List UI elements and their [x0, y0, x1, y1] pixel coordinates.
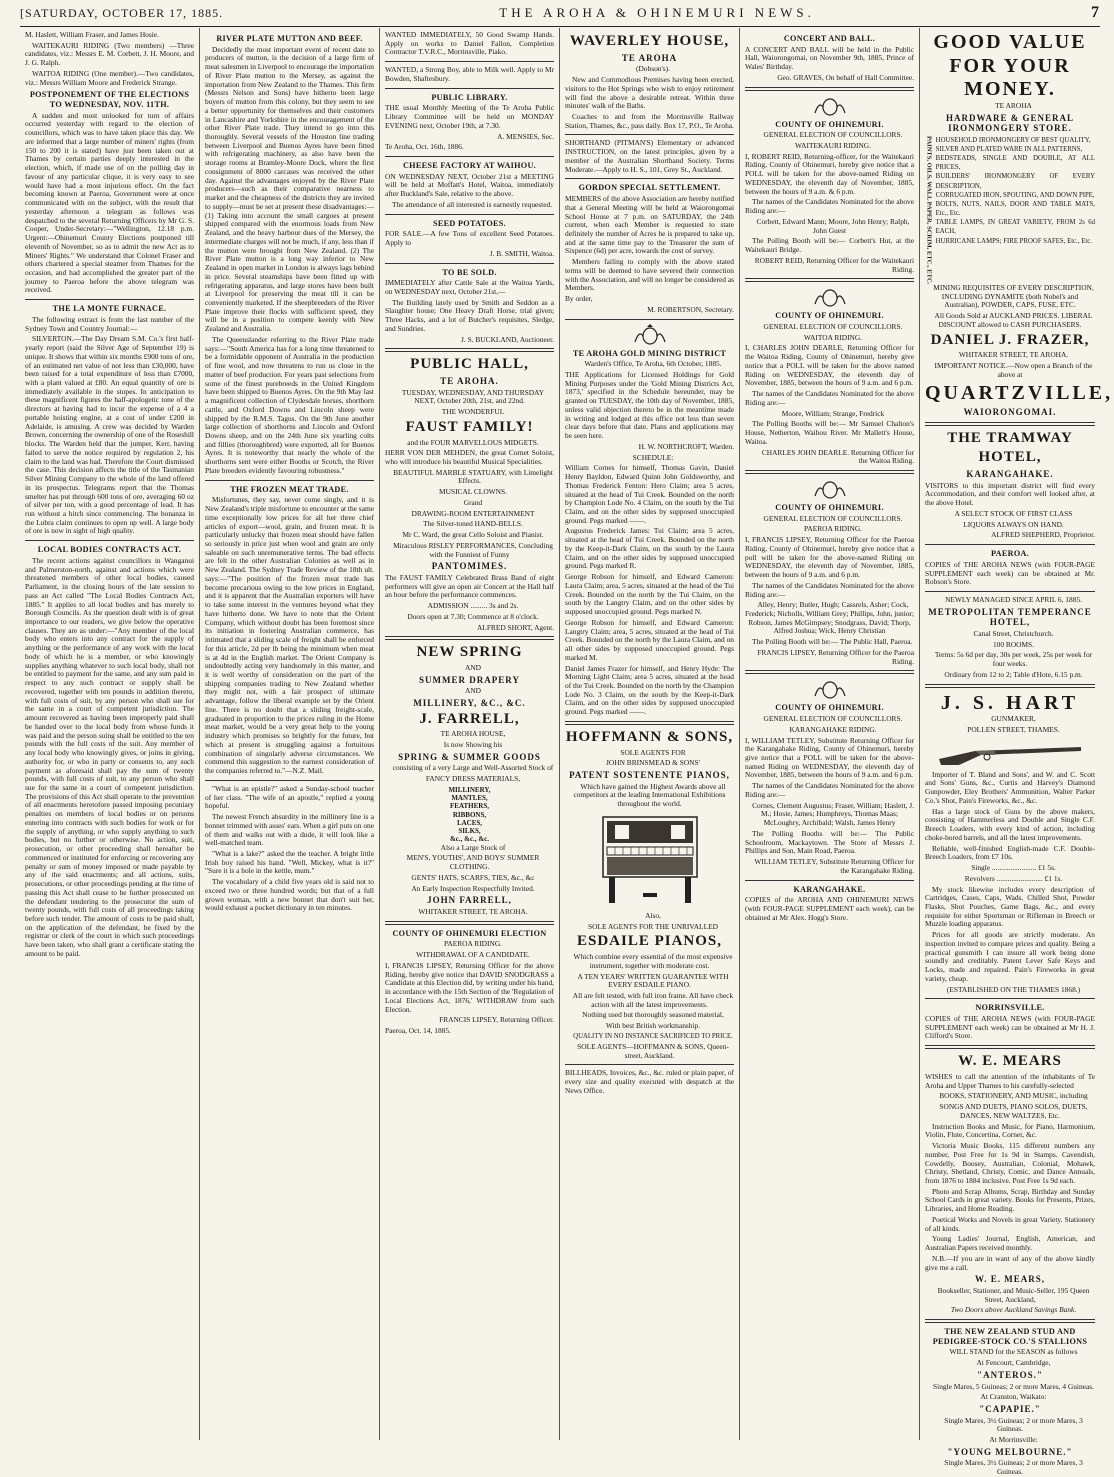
- list-item: BUILDERS' IRONMONGERY OF EVERY DESCRIPTION,: [935, 173, 1095, 190]
- stallion-anteros: "ANTEROS.": [977, 1369, 1043, 1380]
- headline-postponement: POSTPONEMENT OF THE ELECTIONS TO WEDNESDAY, NOV. 11TH.: [29, 90, 190, 110]
- royal-crest-icon: [811, 286, 849, 308]
- ad-text: DRAWING-ROOM ENTERTAINMENT: [411, 508, 535, 518]
- divider: [745, 670, 914, 674]
- divider: [925, 591, 1095, 592]
- ad-text: At Cranston, Waikato:: [980, 1392, 1047, 1402]
- ad-public-hall-place: TE AROHA.: [440, 376, 499, 386]
- headline-contracts-act: LOCAL BODIES CONTRACTS ACT.: [37, 545, 182, 555]
- list-item: BOLTS, NUTS, NAILS, DOOR AND TABLE MATS, Etc., Etc.: [935, 200, 1095, 218]
- ad-signature: J. S. BUCKLAND, Auctioneer.: [461, 334, 554, 344]
- ad-text: All Goods Sold at AUCKLAND PRICES. LIBERAL DISCOUNT allowed to CASH PURCHASERS.: [934, 311, 1093, 329]
- ad-item-list: [385, 786, 554, 844]
- ad-text: Young Ladies' Journal, English, American, and Australian Papers received monthly.: [925, 1234, 1095, 1253]
- ad-text: AND: [464, 686, 481, 696]
- divider: [925, 1045, 1095, 1049]
- ad-text: WHITAKER STREET, TE AROHA.: [418, 906, 528, 916]
- ad-text: Instruction Books and Music, for Piano, Harmonium, Violin, Flute, Concertina, Cornet, &c.: [925, 1121, 1095, 1140]
- ad-text: Prices for all goods are strictly moderate. An inspection invited to compare prices and quality. Being a practical gunsmith I can insure all work being done soundly and creditably. Patent Lever Safe Keys and Locks, made and repaired. Pain's Fireworks in great variety, cheap.: [925, 930, 1095, 983]
- notice-text: Warden's Office, Te Aroha, 6th October, 1885.: [584, 359, 722, 369]
- notice-text: MEMBERS of the above Association are hereby notified that a General Meeting will be held at Waiorongomai School House at 7 p.m. on SATURDAY, the 24th current, when each Member is requested to state definitely the number of Acres he is prepared to take up, and at the same time pay to the Treasurer the sum of Sixpence (6d) per acre, towards the cost of survey.: [565, 194, 734, 256]
- notice-date: Paeroa, Oct. 14, 1885.: [385, 1025, 451, 1035]
- ad-text: SOLE AGENTS—HOFFMANN & SONS, Queen-street, Auckland.: [577, 1041, 729, 1060]
- hardware-list-wrap: [925, 136, 1095, 284]
- divider: [925, 422, 1095, 426]
- ad-text: MINING REQUISITES OF EVERY DESCRIPTION, INCLUDING DYNAMITE (both Nobel's and Australian), POWDER, CAPS, FUSE, ETC.: [933, 283, 1094, 310]
- ad-text: Two Doors above Auckland Savings Bank.: [950, 1305, 1077, 1315]
- ad-pantomimes: PANTOMIMES.: [431, 561, 508, 572]
- divider: [745, 278, 914, 282]
- headline-furnace: THE LA MONTE FURNACE.: [52, 304, 167, 314]
- ad-quartzville: QUARTZVILLE,: [925, 381, 1114, 404]
- ad-text: BOOKS, STATIONERY, AND MUSIC, including: [939, 1091, 1088, 1101]
- ad-esdaile-pianos: ESDAILE PIANOS,: [576, 933, 723, 950]
- ad-shorthand: SHORTHAND (PITMAN'S) Elementary or advanced INSTRUCTION, on the latest principles, given by a member of the Australian Shorthand Society. Terms Moderate.—Apply to H. S., 101, Grey St., Auckland.: [565, 138, 734, 174]
- ad-text: Reliable, well-finished English-made C.F. Double-Breech Loaders, from £7 10s.: [925, 843, 1095, 862]
- ad-waverley-house: WAVERLEY HOUSE,: [569, 33, 730, 49]
- ad-signature: ALFRED SHEPHERD, Proprietor.: [991, 530, 1095, 540]
- ad-text: GUNMAKER,: [991, 714, 1036, 724]
- notice-text: The names of the Candidates Nominated for the above Riding are:—: [745, 197, 914, 216]
- ad-fee: Single Mares, 3½ Guineas; 2 or more Mares, 3 Guineas.: [944, 1458, 1083, 1477]
- ad-js-hart: J. S. HART: [940, 691, 1080, 714]
- notice-signature: ROBERT REID, Returning Officer for the Waitekauri Riding.: [754, 255, 914, 274]
- anecdote-text: "What is a lake?" asked the the teacher. A bright little Irish boy raised his hand. "Well, Mickey, what is it?" "Sure it is a hole in the kettle, mum.": [205, 848, 374, 876]
- ad-text: Also,: [645, 910, 661, 920]
- column-4: [560, 28, 740, 1440]
- ad-text: Victoria Music Books, 115 different numbers any number, Post Free for 1s 9d in Stamps. Cavendish, Cowdelly, Boosey, Australian, Colonial, Mohawk, Christy, Shetland, Christy, Comic, and Dance Annuals, from 1876 to 1884 inclusive. Post Free 1s 9d each.: [925, 1141, 1095, 1185]
- notice-text: KARANGAHAKE RIDING.: [789, 724, 877, 734]
- ad-money: MONEY.: [964, 78, 1056, 101]
- notice-text: WAITEKAURI RIDING.: [795, 141, 871, 151]
- ad-text: New and Commodious Premises having been erected, visitors to the Hot Springs who wish to enjoy retirement will find the above a desirable retreat. Within three minutes' walk of the Baths.: [565, 75, 734, 111]
- notice-text: THE usual Monthly Meeting of the Te Aroha Public Library Committee will be held on MONDAY EVENING next, October 19th, at 7.30.: [385, 103, 554, 130]
- divider: [25, 299, 194, 300]
- article-text: Decidedly the most important event of recent date to producers of mutton, is the decision of a large firm of meat salesmen in Liverpool to encourage the importation of River Plate mutton to the Mersey, as against the importation from New Zealand to the Thames. This firm (Messrs Nelson and Sons) have hitherto been large buyers of mutton from this colony, but they seem to see a better opportunity for themselves and their customers in Lancashire and Yorkshire in the encouragement of the other River Plate trade. They intend to go into this thoroughly. Several vessels of the Houston line trading between Liverpool and Buenos Ayres have been fitted with refrigerating machinery, as also have been the storage rooms at Bramley-Moore Dock, where the first consignment of 8000 carcases was received the other day. Against the advantages enjoyed by the River Plate producers—such as their comparative nearness to market and the cheapness of the districts they are invited to supply—must be set at present these disadvantages:—(1) Taking into account the small cargoes at present shipped compared with the enormous loads from New Zealand, and the heavy harbour dues of the Mersey, the intermediate charges will not be much, if any, less than if the mutton were brought from New Zealand. (2) The River Plate mutton is a long way inferior to New Zealand in open market in London is always lags behind in price. Several steamships have been fitted up with refrigerating apparatus, and large stores have been built at Liverpool for preserving the meat till it can be conveniently marketed. If the sheepbreeders of the River Plate improve their flocks with sufficient speed, they will be in a position to compete keenly with New Zealand and Australia.: [205, 44, 374, 334]
- divider: [385, 263, 554, 264]
- list-item: MANTLES,: [451, 794, 488, 803]
- headline-gordon-settlement: GORDON SPECIAL SETTLEMENT.: [578, 183, 721, 193]
- ad-text: MUSICAL CLOWNS.: [439, 487, 507, 497]
- divider: [205, 780, 374, 781]
- notice-text: GENERAL ELECTION OF COUNCILLORS.: [763, 714, 903, 724]
- ad-text: Mr C. Ward, the great Cello Soloist and Pianist.: [402, 530, 544, 540]
- ad-text: My stock likewise includes every description of Cartridges, Cases, Caps, Wads, Chilled Shot, Powder Flasks, Shot Pouches, Game Bags, &c., and every requisite for either Sportsman or Rifleman in Breech or Muzzle loading apparatus.: [925, 884, 1095, 929]
- schedule-entry: Augustus Frederick James: Tui Claim; area 5 acres, situated at the head of Tui Creek. Bounded on the north by the Keep-it-Dark Claim, on the south by the Laura Claim, and on the other sides by supposed unoccupied ground. Pegs marked R.: [565, 526, 734, 571]
- headline-stud: THE NEW ZEALAND STUD AND PEDIGREE-STOCK CO.'S STALLIONS: [932, 1327, 1088, 1346]
- list-item: RIBBONS,: [452, 810, 487, 819]
- ad-public-hall-title: PUBLIC HALL,: [410, 356, 529, 373]
- issue-date: [SATURDAY, OCTOBER 17, 1885.: [20, 5, 224, 20]
- ad-spring-goods: SPRING & SUMMER GOODS: [398, 751, 541, 762]
- notice-text: THE Applications for Licensed Holdings for Gold Mining Purposes under the 'Gold Mining Districts Act, 1873,' specified in the Schedule hereunder, may be granted on TUESDAY, the 10th day of November, 1885, unless valid objection thereto be in the meantime made in writing and lodged at this office not less than seven clear days before that date. Plans and applications may be seen here.: [565, 370, 734, 441]
- ad-text: IMPORTANT NOTICE.—Now open a Branch of the above at: [934, 361, 1093, 379]
- list-item: &c., &c., &c.: [449, 835, 490, 844]
- ad-good-value: GOOD VALUE FOR YOUR: [933, 31, 1087, 77]
- masthead: [20, 0, 1100, 27]
- ad-text: FANCY DRESS MATERIALS,: [425, 774, 521, 784]
- divider: [745, 87, 914, 91]
- notice-text: Members failing to comply with the above stated terms will be deemed to have severed their connection with the Association, and will no longer be considered as Members.: [565, 257, 734, 293]
- royal-crest-icon: [811, 678, 849, 700]
- ad-text: N.B.—If you are in want of any of the above kindly give me a call.: [925, 1253, 1095, 1272]
- notice-text: The Polling Booth will be:— The Public Hall, Paeroa.: [752, 637, 913, 647]
- notice-date: Te Aroha, Oct. 16th, 1886.: [385, 142, 464, 152]
- stallion-young-melbourne: "YOUNG MELBOURNE.": [947, 1446, 1073, 1457]
- article-text: M. Haslett, William Fraser, and James Hosie.: [25, 30, 159, 39]
- list-item: FEATHERS,: [450, 802, 489, 811]
- ad-text: The Silver-toned HAND-BELLS.: [423, 519, 523, 529]
- ad-summer-drapery: SUMMER DRAPERY: [419, 674, 520, 685]
- ad-tramway: THE TRAMWAY: [947, 429, 1073, 446]
- article-text: A sudden and most unlooked for turn of affairs occurred yesterday with regard to the election of councillors, which was to have taken place this day. We are informed that a large number of miners' rights (from 150 to 200 it is stated) have just been taken out at Thames by certain parties deeply interested in the election, which, if made use of on the polling day in favour of any particular clique, it is very easy to see would have had a most injurious effect. On the fact becoming known at Paeroa, Government were at once communicated with on the subject, with the result that yesterday afternoon a telegram as follows was despatched to the several Returning Officers by Mr G. S. Cooper, Under-Secretary:—"Wellington, 12.18 p.m. Urgent:—Ohinemuri County Elections postponed till eleventh of November, so as to admit the new Act as to Miners' Rights." We understand that Colonel Fraser and others chartered a special steamer from Thames for the occasion, and had accomplished the greater part of the journey to Paeroa before the above telegram was received.: [25, 110, 194, 295]
- ad-karangahake: KARANGAHAKE.: [966, 469, 1054, 480]
- ad-waiorongomai: WAIORONGOMAI.: [963, 407, 1057, 418]
- ad-text: QUALITY IN NO INSTANCE SACRIFICED TO PRICE.: [573, 1032, 733, 1040]
- ad-text: Poetical Works and Novels in great Variety. Stationery of all kinds.: [925, 1214, 1095, 1233]
- divider: [385, 61, 554, 62]
- ad-text: SONGS AND DUETS, PIANO SOLOS, DUETS, DANCES, NEW WALTZES, Etc.: [939, 1102, 1088, 1120]
- ad-text: All are felt tested, with full iron frame. All have check action with all the latest improvements.: [572, 990, 734, 1009]
- ad-text: Importer of T. Bland and Sons', and W. and C. Scott and Sons' Guns, &c., Curtis and Harvey's Diamond Gunpowder, Eley Brothers' Ammunition, Walter Parker Co.'s Shot, Pain's Fireworks, &c., &c.: [925, 769, 1095, 805]
- divider: [385, 88, 554, 89]
- ad-text: 100 ROOMS.: [992, 639, 1035, 649]
- ad-we-mears-sig: W. E. MEARS,: [975, 1274, 1045, 1285]
- ad-text: Ordinary from 12 to 2; Table d'Hote, 6.15 p.m.: [944, 669, 1083, 679]
- schedule-heading: SCHEDULE:: [632, 452, 674, 462]
- notice-text: The Polling Booth will be:— Corbett's Hut, at the Waitekauri Bridge.: [745, 236, 914, 255]
- list-item: SILKS,: [458, 827, 481, 836]
- schedule-entry: Daniel James Frazer for himself, and Henry Hyde: The Morning Light Claim; area 5 acres, situated at the head of the Tui Creek. Bounded on the north by the Champion Lode No. 3 Claim, on the south by the Keep-it-Dark Claim, and on the other sides by supposed unoccupied ground. Pegs marked ——.: [565, 663, 734, 717]
- notice-text: ON WEDNESDAY NEXT, October 21st a MEETING will be held at Moffatt's Hotel, Waitoa, immediately after Buckland's Sale, relative to the above.: [385, 171, 554, 199]
- ad-text: TE AROHA: [621, 52, 678, 63]
- anecdote-text: "What is an epistle?" asked a Sunday-school teacher of her class. "The wife of an apostle," replied a young hopeful.: [205, 783, 374, 811]
- notice-text: The attendance of all interested is earnestly requested.: [392, 199, 553, 209]
- ad-billheads: BILLHEADS, Invoices, &c., &c. ruled or plain paper, of every size and quality executed with despatch at the News Office.: [565, 1068, 734, 1095]
- headline-concert-ball: CONCERT AND BALL.: [783, 34, 876, 43]
- article-text: The recent actions against councillors in Wanganui and Palmerston-north, against and actions which were threatened members of other local bodies, caused Parliament, in the closing hours of the late session to pass an Act called "The Local Bodies Contracts Act, 1885." It applies to all local bodies and has merely to Borough Councils. As the question dealt with is of great importance to our readers, we give below the operative clauses. They are as under:—"Any member of the local body who enters into any contract for the supply of anything or the performance of any work with the local body of which he is a member, or who knowingly supplies anything whatever to such local body, shall not be entitled to payment for the same, and any sum paid in respect to any such contract or supply shall be recovered, together with ten pounds in addition thereto, with full costs of suit, by any person who shall sue for the same in a court of competent jurisdiction. The amount recovered as having been improperly paid shall be handed over to the local body from whose funds it was paid and the person suing shall be entitled to the ten pounds with the full costs of the suit. Any member of any local body who knowingly gives, or joins in giving, authority for, or who in party or consents to, any such payment as aforesaid shall pay the sum of twenty pounds, with full costs of suit, to any person who shall sue for the same in a court of competent jurisdiction. The provisions of this Act shall operate to the prevention of all enactments heretofore passed imposing pecuniary penalties on members of local bodies or on persons entering into contracts with such bodies for work or for the supply of anything, or who supply anything to such bodies, but no further or otherwise. No action, suit, prosecution, or other proceeding shall hereafter be commenced or instituted for enforcing or recovering any penalty or sum of money imposed or made payable by any of the said enactments; and all actions, suits, prosecutions, or other proceedings pending at the time of passing this Act shall cease to be further prosecuted on the defendant tendering to the prosecutor the sum of twenty pounds, with full costs of all proceedings taking before such tender. The amount of costs to be paid shall, on the application of the defendant, be fixed by the registrar or clerk of the court in which such proceedings have been taken, who shall grant a certificate stating the amount to be paid.: [25, 555, 194, 958]
- divider: [565, 178, 734, 179]
- notice-text: The names of the Candidates Nominated for the above Riding are:—: [745, 580, 914, 599]
- ad-copies: COPIES of THE AROHA NEWS (with FOUR-PAGE SUPPLEMENT each week) can be obtained at Mr. Robson's Store.: [925, 559, 1095, 587]
- ad-text: With best British workmanship.: [605, 1021, 701, 1031]
- headline-river-plate: RIVER PLATE MUTTON AND BEEF.: [216, 34, 363, 43]
- article-text: The Queenslander referring to the River Plate trade says:—"South America has for a long time threatened to be a formidable opponent of Australia in the production of fine wool, and now threatens to run us close in the matter of beef production. For years past selections from some of the finest purebreeds in the United Kingdom have been shipped to Buenos Ayres. On the 9th May last a magnificent collection of Clydesdale horses, shorthorn cattle, and Oxford Downs and Lincoln sheep were shipped by the R.M.S. Tagus. On the 9th June another large collection of shorthorns and Lincoln and Oxford Downs sheep, and on the 24th June six yearling colts and fillies (thoroughbred) were exported, all for Buenos Ayres. It is noteworthy that nearly the whole of the shorthorns sent were either Booths or Scotch, the River Plate breeders evidently favouring robustness.": [205, 334, 374, 475]
- ad-text: An Early Inspection Respectfully Invited.: [411, 883, 535, 893]
- notice-signature: M. ROBERTSON, Secretary.: [647, 304, 734, 314]
- divider: [385, 214, 554, 215]
- royal-crest-icon: [811, 95, 849, 117]
- ad-text: Terms: 5s 6d per day, 30s per week, 25s per week for four weeks.: [934, 650, 1093, 669]
- ad-text: Doors open at 7.30; Commence at 8 o'clock.: [407, 611, 539, 621]
- ad-metropolitan: METROPOLITAN TEMPERANCE HOTEL,: [928, 606, 1092, 628]
- anecdote-text: The newest French absurdity in the millinery line is a bonnet trimmed with asses' ears. When a girl puts on one of them and walks out with a dude, it will look like a well-matched team.: [205, 812, 374, 848]
- notice-text: GENERAL ELECTION OF COUNCILLORS.: [763, 513, 903, 523]
- notice-text: I, WILLIAM TETLEY, Substitute Returning Officer for the Karangahake Riding, County of Ohinemuri, hereby give notice that a POLL will be taken for the above-named Riding on WEDNESDAY, the eleventh day of November, 1885, between the hours of 9 a.m. and 6 p.m.: [745, 735, 914, 780]
- columns: [20, 28, 1114, 1477]
- royal-crest-icon: [811, 478, 849, 500]
- divider: [385, 921, 554, 925]
- ad-text: A TEN YEARS' WRITTEN GUARANTEE WITH EVERY ESDAILE PIANO.: [577, 971, 729, 990]
- notice-text: I, CHARLES JOHN DEARLE, Returning Officer for the Waitoa Riding, County of Ohinemuri, hereby give notice that a POLL will be taken for the above named Riding on WEDNESDAY, the eleventh day of November, 1885, between the hours of 9 a.m. and 6 p.m.: [745, 343, 914, 388]
- ad-signature: J. B. SMITH, Waitoa.: [489, 248, 554, 258]
- ad-text: WILL STAND for the SEASON as follows: [949, 1347, 1078, 1357]
- ad-text: Which combine every essential of the most expensive instrument, together with moderate cost.: [573, 952, 733, 970]
- ad-hardware-store: HARDWARE & GENERAL IRONMONGERY STORE.: [945, 112, 1074, 134]
- divider: [25, 540, 194, 541]
- headline-county: COUNTY OF OHINEMURI.: [775, 119, 884, 129]
- ad-john-farrell: JOHN FARRELL,: [427, 895, 512, 906]
- ad-text: VISITORS to this important district will find every Accommodation, and their comfort well looked after, at the above Hotel.: [925, 480, 1095, 508]
- column-5: [740, 28, 920, 1440]
- schedule-entry: George Robson for himself, and Edward Cameron: Langtry Claim; area, 5 acres, situated at the head of Tui Creek. Bounded on the north by the Laura Claim, and on all other sides by supposed unoccupied ground. Pegs marked M.: [565, 617, 734, 662]
- divider: [565, 721, 734, 725]
- ad-signature: ALFRED SHORT, Agent.: [476, 622, 554, 632]
- ad-text: Coaches to and from the Morrinsville Railway Station, Thames, &c., pass daily. Box 17, P.O., Te Aroha.: [565, 111, 734, 130]
- list-item: SILVER AND PLATED WARE IN ALL PATTERNS,: [935, 145, 1083, 153]
- article-text: Misfortunes, they say, never come singly, and it is New Zealand's triple misfortune to encounter at the same time exceptionally low prices for all her three chief articles of export—wool, grain, and frozen meat. It is particularly unlucky that frozen meat should have fallen so seriously in price just when wool and grain are only saleable on such unremunerative terms. The bad effects are felt in the other Australian Colonies as well as in New Zealand. The Sydney Trade Review of the 18th ult. says:—"The position of the frozen meat trade has become precarious owing to the low prices in England, and it is apparent that the Australian exporters will have to take some interest in the ventures beyond what they have hitherto done. We have to note that the Orient Company, which without doubt has been foremost since its initiation in fostering Australian commerce, has intimated that a sliding scale of freight shall be enforced for this article, 2d per lb being the minimum when meat is at 4d in the English market. The Orient Company is undoubtedly acting very handsomely in this matter, and it is well worthy of consideration on the part of the shipping companies trading to New Zealand whether they might not, with a fair prospect of ultimate advantage, follow the liberal example set by the Orient line. There is no doubt that a sliding freight-scale, graduated in proportion to the prices ruling in the Home meat market, would be a very great help to the young industry which promises so brightly for the future, but which at present is struggling against a fortuitous combination of singularly adverse circumstances. We commend this suggestion to the earnest consideration of the companies referred to."—N.Z. Mail.: [205, 495, 374, 776]
- headline-seed-potatoes: SEED POTATOES.: [433, 218, 506, 228]
- headline-karangahake: KARANGAHAKE.: [793, 884, 866, 894]
- ad-text: HERR VON DER MEHDEN, the great Cornet Soloist, who will introduce his beautiful Musical Specialities.: [385, 448, 554, 466]
- ad-price: Single ........................ £1 5s.: [971, 863, 1056, 873]
- ad-text: MEN'S, YOUTHS', AND BOYS' SUMMER CLOTHING.: [406, 853, 540, 872]
- ad-text: TE AROHA: [995, 100, 1032, 110]
- ad-wanted-boy: WANTED, a Strong Boy, able to Milk well. Apply to Mr Bowden, Shaftesbury.: [385, 65, 554, 83]
- divider: [385, 636, 554, 640]
- ad-text: THE WONDERFUL: [441, 407, 505, 417]
- ad-text: At Fencourt, Cambridge,: [976, 1358, 1051, 1368]
- ad-text: WISHES to call the attention of the inhabitants of Te Aroha and Upper Thames to his carefully-selected: [925, 1071, 1095, 1090]
- piano-illustration-icon: [595, 813, 705, 908]
- ad-text: GENTS' HATS, SCARFS, TIES, &c., &c: [411, 872, 535, 882]
- notice-text: GENERAL ELECTION OF COUNCILLORS.: [763, 321, 903, 331]
- ad-text: consisting of a very Large and Well-Assorted Stock of: [392, 763, 554, 773]
- article-text: SILVERTON.—The Day Dream S.M. Co.'s first half-yearly report (said the Silver Age of September 19) is unique. It shows that within six months £900 tons of ore, of an estimated net value of not less than £30,000, have been raised for a total expenditure of less than £7000, with a plant valued at £80. An equal quantity of ore is immediately available in the stopes. In anticipation to these magnificent figures the half-apologetic tone of the directors at having had to incur the expense of a 4 a portable hoisting engine, at a cost of under £200 in Adelaide, is amusing. A crew was decided by Warden Brown, concerning the ownership of one of the Roseshill blocks. The Warden held that the jumper, Kerr, having failed to serve the notice required by regulation 2, his claim to the land was bad. Therefore the Court dismissed the case. This decision affects the title of the Tasmanian Silver Mining Company to the whole of the land offered in its prospectus. Telegrams report that the Thomas smelter has put through 600 tons of ore, averaging 60 oz of silver per ton, with a good percentage of lead. It has run without a hitch since commencing. The bonanza in the Lubra claim continues to open up well. A large body of ore is now in sight of high quality.: [25, 334, 194, 536]
- ad-copies: COPIES of the AROHA AND OHINEMURI NEWS (with FOUR-PAGE SUPPLEMENT each week), can be obtained at Mr Alex. Hogg's Store.: [745, 895, 914, 922]
- article-text: WAITOA RIDING (One member).—Two candidates, viz.: Messrs William Moore and Frederick Strange.: [25, 68, 194, 87]
- headline-county: COUNTY OF OHINEMURI.: [775, 311, 884, 321]
- ad-we-mears: W. E. MEARS: [958, 1053, 1062, 1070]
- ad-text: WHITAKER STREET, TE AROHA.: [958, 350, 1069, 360]
- notice-text: I, FRANCIS LIPSEY, Returning Officer for the above Riding, hereby give notice that DAVID SNODGRASS a Candidate at this Election did, by writing under his hand, in accordance with the 15th Section of the 'Regulation of Local Elections Act, 1876,' WITHDRAW from such Election.: [385, 960, 554, 1014]
- ad-text: Bookseller, Stationer, and Music-Seller, 195 Queen Street, Auckland,: [937, 1285, 1090, 1304]
- ad-dates: TUESDAY, WEDNESDAY, AND THURSDAY NEXT, October 20th, 21st, and 22nd.: [401, 387, 545, 406]
- ad-text: Has a large stock of Guns by the above makers, consisting of Hammerless and Double and Single C.F. Breech Loaders, with every kind of action, including choke-bored barrels, and all the latest improvements.: [925, 806, 1095, 842]
- anecdote-text: The vocabulary of a child five years old is said not to exceed two or three hundred words; but that of a full grown woman, with a new bonnet that don't suit her, would exhaust a pocket dictionary in ten minutes.: [205, 877, 374, 913]
- ad-daniel-frazer: DANIEL J. FRAZER,: [930, 331, 1090, 348]
- ad-farrell-name: J. FARRELL,: [419, 710, 520, 727]
- divider: [565, 134, 734, 135]
- list-item: BEDSTEADS, SINGLE AND DOUBLE, AT ALL PRICES,: [935, 155, 1095, 172]
- ad-hotel: HOTEL,: [978, 449, 1042, 466]
- divider: [745, 470, 914, 474]
- notice-signature: H. W. NORTHCROFT, Warden.: [638, 441, 734, 451]
- newspaper-title: THE AROHA & OHINEMURI NEWS.: [499, 5, 815, 20]
- notice-text: The Polling Booths will be:— The Public Schoolroom, Mackaytown. The Store of Messrs J. Phillips and Son, Main Road, Paeroa.: [745, 828, 914, 856]
- column-1: [20, 28, 200, 1440]
- divider: [385, 156, 554, 157]
- ad-price: Revolvers ......................... £1 1s.: [964, 873, 1063, 883]
- ad-millinery: MILLINERY, &C., &C.: [413, 698, 526, 709]
- notice-signature: FRANCIS LIPSEY, Returning Officer for the Paeroa Riding.: [757, 647, 914, 666]
- schedule-entry: William Cornes for himself, Thomas Gavin, Daniel Henry Bayldon, Edward Quinn John Goldsworthy, and Thomas Frederick Fenton: Hero Claim; area 5 acres, situated at the head of Tui Creek. Bounded on the north by Champion Lode No. 4 Claim, on the south by the Tui Claim, and on the other sides by supposed unoccupied ground. Pegs marked ——.: [565, 463, 734, 525]
- ad-fee: Single Mares, 3½ Guineas; 2 or more Mares, 3 Guineas.: [944, 1415, 1083, 1434]
- ad-text: (Dobson's).: [636, 64, 670, 74]
- ad-text: SOLE AGENTS FOR: [620, 747, 686, 757]
- divider: [925, 1319, 1095, 1323]
- column-3: [380, 28, 560, 1440]
- stallion-capapie: "CAPAPIE.": [979, 1404, 1041, 1415]
- ad-faust-family: FAUST FAMILY!: [405, 418, 534, 435]
- ad-text: Is now Showing his: [443, 740, 503, 750]
- candidate-list: Alley, Henry; Butler, Hugh; Cassrels, Asher; Cock, Frederick; Nicholls, William Grey; Phillips, John, junior; Robson, James McGimpsey; Snodgrass, David; Thorp, Alfred Joshua; Wick, Henry Christian: [745, 600, 914, 636]
- headline-norrinsville: NORRINSVILLE.: [975, 1003, 1045, 1013]
- headline-county: COUNTY OF OHINEMURI.: [775, 502, 884, 512]
- ad-text: The Building lately used by Smith and Seddon as a Slaughter house; One Heavy Draft Horse, trial given; Three Hacks, and a lot of Butcher's requisites, Sledge, and Sundries.: [385, 297, 554, 333]
- list-item: CORRUGATED IRON, SPOUTING, AND DOWN PIPE,: [935, 191, 1095, 199]
- ad-text: AND: [464, 663, 481, 673]
- candidate-list: Moore, William; Strange, Fredrick: [781, 408, 885, 418]
- divider: [925, 684, 1095, 688]
- column-2: [200, 28, 380, 1440]
- ad-text: IMMEDIATELY after Cattle Sale at the Waitoa Yards, on WEDNESDAY next, October 21st,—: [385, 278, 554, 296]
- column-6: [920, 28, 1114, 1477]
- ad-text: Which have gained the Highest Awards above all competitors at the leading International Exhibitions throughout the world.: [573, 781, 726, 809]
- ad-hoffmann-name: HOFFMANN & SONS,: [565, 728, 734, 745]
- ad-text: (ESTABLISHED ON THE THAMES 1868.): [946, 984, 1081, 994]
- ad-text: Nothing used but thoroughly seasoned material,: [582, 1010, 724, 1020]
- list-item: TABLE LAMPS, IN GREAT VARIETY, FROM 2s 6d EACH,: [935, 219, 1095, 236]
- divider: [565, 319, 734, 320]
- ad-text: TE AROHA HOUSE,: [440, 729, 506, 739]
- headline-gold-mining: TE AROHA GOLD MINING DISTRICT: [572, 348, 727, 358]
- ad-text: Canal Street, Christchurch.: [973, 628, 1054, 638]
- notice-text: PAEROA RIDING.: [803, 524, 863, 534]
- ad-new-spring: NEW SPRING: [416, 644, 523, 661]
- article-text: The following extract is from the last number of the Sydney Town and Country Journal:—: [25, 314, 194, 333]
- notice-text: GENERAL ELECTION OF COUNCILLORS.: [763, 130, 903, 140]
- ad-text: NEWLY MANAGED SINCE APRIL 6, 1885.: [945, 595, 1082, 605]
- notice-signature: WILLIAM TETLEY, Substitute Returning Officer for the Karangahake Riding.: [754, 857, 914, 875]
- ad-side-text: PAINTS, OILS, WALL PAPER, SCRIM, ETC., ETC.: [925, 135, 933, 284]
- divider: [925, 544, 1095, 545]
- list-item: HURRICANE LAMPS; FIRE PROOF SAFES, Etc., Etc.: [935, 237, 1093, 245]
- candidate-list: Corbett, Edward Mann; Moore, John Henry; Ralph, John Guest: [756, 216, 910, 235]
- notice-text: WAITOA RIDING.: [803, 332, 863, 342]
- ad-text: Photo and Scrap Albums, Scrap, Birthday and Sunday School Cards in great variety. Books for Presents, Prizes, Libraries, and Home Reading.: [925, 1186, 1095, 1214]
- ad-text: SOLE AGENTS FOR THE UNRIVALLED: [588, 921, 718, 931]
- divider: [745, 880, 914, 881]
- hardware-list: [936, 136, 1095, 284]
- headline-cheese-factory: CHEESE FACTORY AT WAIHOU.: [402, 161, 537, 171]
- notice-signature: FRANCIS LIPSEY, Returning Officer.: [439, 1015, 554, 1025]
- headline-county-election: COUNTY OF OHINEMURI ELECTION: [392, 928, 547, 938]
- ad-text: Grand: [463, 497, 483, 507]
- notice-text: PAEROA RIDING.: [443, 939, 503, 949]
- notice-text: By order,: [565, 294, 593, 304]
- notice-text: The names of the Candidates Nominated for the above Riding are:—: [745, 781, 914, 799]
- ad-text: A SELECT STOCK OF FIRST CLASS: [954, 508, 1073, 518]
- notice-text: The Polling Booths will be:— Mr Samuel Chalton's House, Netherton, Waihou River. Mr Mallett's House, Waitoa.: [745, 419, 914, 446]
- headline-frozen-meat: THE FROZEN MEAT TRADE.: [230, 484, 349, 494]
- list-item: HOUSEHOLD IRONMONGERY OF BEST QUALITY,: [935, 136, 1091, 144]
- notice-text: A CONCERT AND BALL will be held in the Public Hall, Waiorongomai, on November 9th, 1885, Prince of Wales' Birthday.: [745, 44, 914, 72]
- divider: [565, 1064, 734, 1065]
- notice-signature: CHARLES JOHN DEARLE. Returning Officer for the Waitoa Riding.: [761, 447, 914, 466]
- royal-crest-icon: [631, 324, 669, 346]
- ad-copies: COPIES of THE AROHA NEWS (with FOUR-PAGE SUPPLEMENT each week) can be obtained at Mr H. J. Clifford's Store.: [925, 1014, 1095, 1041]
- shotgun-illustration-icon: [935, 739, 1085, 767]
- list-item: MILLINERY,: [448, 785, 491, 794]
- notice-signature: Geo. GRAVES, On behalf of Hall Committee.: [777, 72, 914, 82]
- article-text: WAITEKAURI RIDING (Two members) —Three candidates, viz.: Messrs E. M. Corbett, J. H. Moore, and J. G. Ralph.: [25, 40, 194, 68]
- ad-text: At Morrinsville:: [989, 1435, 1038, 1445]
- notice-text: I, FRANCIS LIPSEY, Returning Officer for the Paeroa Riding, County of Ohinemuri, hereby give notice that a poll will be taken for the above-named Riding on WEDNESDAY, the eleventh day of November, 1885, between the hours of 9 a.m. and 6 p.m.: [745, 535, 914, 580]
- ad-patent-pianos: PATENT SOSTENENTE PIANOS,: [569, 770, 730, 781]
- ad-fee: Single Mares, 5 Guineas; 2 or more Mares, 4 Guineas.: [933, 1381, 1094, 1391]
- ad-admission: ADMISSION ......... 3s and 2s.: [427, 601, 519, 611]
- headline-paeroa: PAEROA.: [990, 549, 1030, 559]
- divider: [385, 348, 554, 352]
- ad-text: JOHN BRINSMEAD & SONS': [606, 758, 700, 768]
- list-item: LACES,: [456, 818, 483, 827]
- divider: [205, 480, 374, 481]
- ad-text: Also a Large Stock of: [440, 842, 506, 852]
- divider: [925, 998, 1095, 999]
- ad-text: FOR SALE.—A few Tons of excellent Seed Potatoes. Apply to: [385, 229, 554, 248]
- notice-signature: A. MENSIES, Sec.: [497, 131, 554, 141]
- notice-text: I, ROBERT REID, Returning-officer, for the Waitekauri Riding, County of Ohinemuri, hereby give notice that a POLL will be taken for the above-named Riding on WEDNESDAY, the eleventh day of November, 1885, between the hours of 9 a.m. & 6 p.m.: [745, 151, 914, 196]
- ad-text: The FAUST FAMILY Celebrated Brass Band of eight performers will give an open air Concert at the Hall half an hour before the performance commences.: [385, 572, 554, 600]
- ad-text: and the FOUR MARVELLOUS MIDGETS.: [407, 437, 539, 447]
- headline-public-library: PUBLIC LIBRARY.: [431, 92, 508, 102]
- ad-text: POLLEN STREET, THAMES.: [967, 724, 1060, 734]
- ad-text: Miraculous RISLEY PERFORMANCES, Concluding with the Funniest of Funny: [393, 540, 553, 559]
- schedule-entry: George Robson for himself, and Edward Cameron: Laura Claim; area, 5 acres, situated at the head of the Tui Creek. Bounded on the north by the Tui Claim, on the south by the Langtry Claim, and on the other sides by supposed unoccupied ground. Pegs marked N.: [565, 572, 734, 617]
- ad-text: BEAUTIFUL MARBLE STATUARY, with Limelight Effects.: [393, 467, 553, 486]
- candidate-list: Cornes, Clement Augustus; Fraser, William; Haslett, J. M.; Hosie, James; Humphreys, Thomas Maas; McLoughry, Archibald; Walsh, James Henry: [752, 800, 914, 828]
- ad-wanted-hands: WANTED IMMEDIATELY, 50 Good Swamp Hands. Apply on works to Daniel Fallon, Completion Contractor T.V.R.C., Morrinsville, Piako.: [385, 30, 554, 57]
- headline-to-be-sold: TO BE SOLD.: [442, 267, 497, 277]
- notice-text: WITHDRAWAL OF A CANDIDATE.: [416, 950, 530, 960]
- page-number: 7: [1090, 4, 1100, 21]
- headline-county: COUNTY OF OHINEMURI.: [775, 703, 884, 713]
- ad-text: LIQUORS ALWAYS ON HAND.: [963, 519, 1064, 529]
- notice-text: The names of the Candidates Nominated for the above Riding are:—: [745, 389, 914, 407]
